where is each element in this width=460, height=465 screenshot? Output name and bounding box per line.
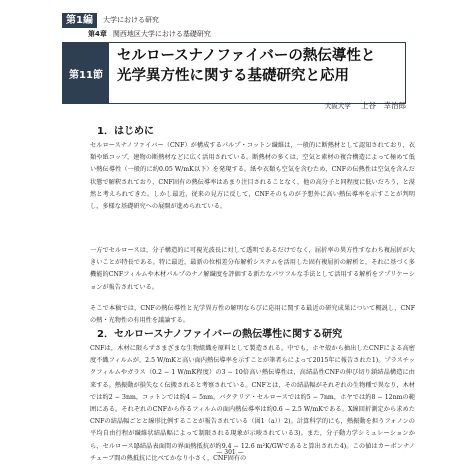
- chapter-label: 第4章: [88, 30, 107, 38]
- author-line: [62, 100, 406, 111]
- section-heading-2: 2．セルロースナノファイバーの熱伝導性に関する研究: [97, 329, 343, 340]
- paragraph-1-1: セルロースナノファイバー（CNF）が構成するパルプ・コットン繊維は，一般的に断熱材として認知されており，衣類や紙コップ，建物の断熱材などに広く活用されている。断熱材の多くは，空気と素材の複合構造によって極めて低い熱伝導性（一般的に約0.05 W/mK以下）を発現する。紙や衣類も空気を含むため，CNFの伝熱性は空気を含んだ状態で解釈されており，CNF固有の熱伝導率はあまり注目されることなく，他の高分子と同程度に低いだろう，と漠然と考えられてきた。しかし最近，従来の見方に反して，CNFそのものが予想外に高い熱伝導率を示すことが判明し，多様な基礎研究への展開が進められている。: [90, 142, 415, 211]
- author-name: 上谷 幸治郎: [361, 101, 406, 110]
- paragraph-1-3: そこで本稿では，CNFの熱伝導性と光学異方性の解明ならびに応用に関する最近の研究成果について概説し，CNFの熱・光物性の有用性を議論する。: [90, 305, 415, 325]
- title-line-1: セルロースナノファイバーの熱伝導性と: [117, 48, 376, 64]
- title-line-2: 光学異方性に関する基礎研究と応用: [117, 68, 349, 84]
- part-badge: 第1編: [62, 13, 97, 28]
- chapter-row: [88, 28, 406, 40]
- section-badge: 第11節: [63, 43, 109, 103]
- author-affiliation: 大阪大学: [324, 102, 351, 110]
- chapter-title: 関西地区大学における基礎研究: [112, 30, 211, 38]
- page-title: [109, 43, 405, 103]
- part-row: [62, 12, 406, 28]
- article-header: [62, 12, 406, 104]
- title-box: [62, 42, 406, 104]
- page-number: — 301 —: [216, 449, 244, 456]
- part-title: 大学における研究: [102, 16, 159, 24]
- section-heading-1: 1．はじめに: [97, 126, 154, 137]
- paragraph-1-2: 一方でセルロースは，分子構造的に可視光波長に対して透明であるだけでなく，屈折率の異方性すなわち複屈折が大きいことが特長である。特に最近，最新の位相差分布解析システムを活用した固有複屈折の解析と，それに基づく多機能的CNFフィルムや木材パルプのナノ解繊度を評価する新たなパワフルな手法として活用する解析をアプリケーションが報告されている。: [90, 247, 415, 291]
- paragraph-2-1: CNFは，木材に限らずさまざまな生物組織を原料として製造される。中でも，ホヤ殻から抽出したCNFによる高密度不織フィルムが，2.5 W/mKと高い面内熱伝導率を示すことが筆者らによって2015年に報告された1)。プラスチックフィルムやガラス（0.2 − 1 W/mK程度）の3 − 10倍高い熱伝導性は，高結晶性CNFの伸び切り鎖結晶構造に由来する。熱振動が損失なく伝搬されると考察されている。CNFとは，その結晶幅がそれぞれの生物種で異なり，木材では約2 − 3nm，コットンでは約4 − 5nm，バクテリア・セルロースでは約5 − 7nm，ホヤでは約8 − 12nmの範囲にある。それぞれのCNFから作るフィルムの面内熱伝導率は約0.6 − 2.5 W/mKである。X線回折測定から求めたCNFの結晶幅ごとと線形比例することが報告されている（図1（a））2)。計算科学的にも，熱振動を担うフォノンの平均自由行程が繊維状結晶幅によって制限される現象が示唆されている3)。また，分子動力学シミュレーションから，セルロースIβ結晶表面間の界面熱抵抗が約9.4 − 12.6 m²K/GWであると算出された4)。この値はカーボンナノチューブ間の熱抵抗に比べてかなり小さく，CNF固有の: [90, 345, 415, 462]
